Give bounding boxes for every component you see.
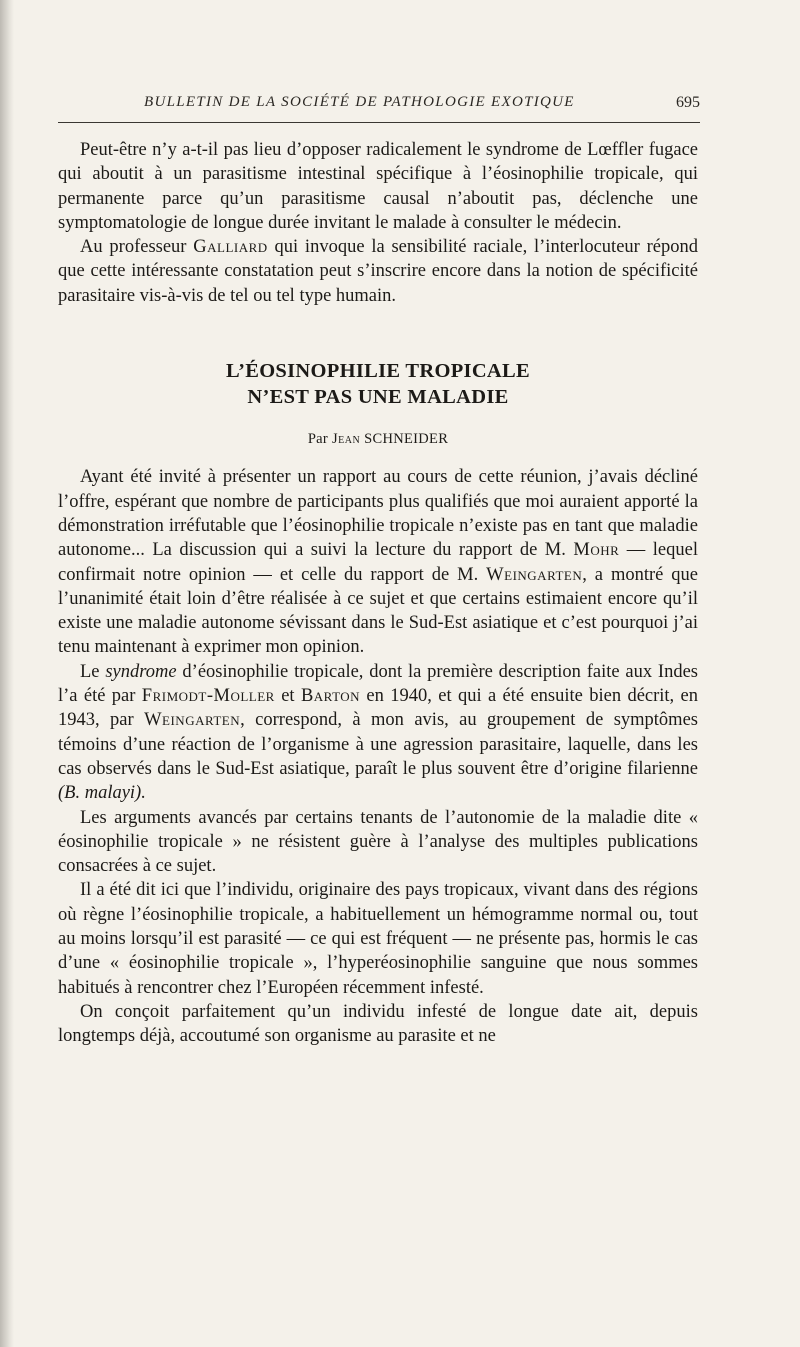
article-paragraph-3: Les arguments avancés par certains tenants de l’autonomie de la maladie dite « éosinophilie tropicale » ne résistent guère à l’analyse des multiples publications consacrées à ce sujet. [58,807,698,877]
page-spine-shadow [0,0,14,1347]
article-paragraph-1: Ayant été invité à présenter un rapport au cours de cette réunion, j’avais décliné l’offre, espérant que nombre de participants plus qualifiés que moi auraient apporté la démonstration irréfutable que l’éosinophilie tropicale n’existe pas en tant que maladie autonome... La discussion qui a suivi la lecture du rapport de M. Mohr — lequel confirmait notre opinion — et celle du rapport de M. Weingarten, a montré que l’unanimité était loin d’être réalisée à ce sujet et que certains estimaient encore qu’il existe une maladie autonome sévissant dans le Sud-Est asiatique et c’est pourquoi j’ai tenu maintenant à exprimer mon opinion. [58,467,698,658]
article-byline: Par Jean SCHNEIDER [307,431,449,448]
article-title: L’ÉOSINOPHILIE TROPICALE N’EST PAS UNE MALADIE [226,360,530,409]
page-number: 695 [676,94,700,111]
running-title: BULLETIN DE LA SOCIÉTÉ DE PATHOLOGIE EXOTIQUE [144,94,575,110]
article-paragraph-2: Le syndrome d’éosinophilie tropicale, dont la première description faite aux Indes l’a été par Frimodt-Moller et Barton en 1940, et qui a été ensuite bien décrit, en 1943, par Weingarten, correspond, à mon avis, au groupement de symptômes témoins d’une réaction de l’organisme à une agression parasitaire, laquelle, dans les cas observés dans le Sud-Est asiatique, paraît le plus souvent être d’origine filarienne (B. malayi). [58,661,699,804]
article-paragraph-5: On conçoit parfaitement qu’un individu infesté de longue date ait, depuis longtemps déjà, accoutumé son organisme au parasite et ne [58,1001,698,1047]
intro-paragraph-2: Au professeur Galliard qui invoque la sensibilité raciale, l’interlocuteur répond que cette intéressante constatation peut s’inscrire encore dans la notion de spécificité parasitaire vis-à-vis de tel ou tel type humain. [58,237,698,306]
page-body [58,138,698,1049]
article-paragraph-4: Il a été dit ici que l’individu, originaire des pays tropicaux, vivant dans des régions où règne l’éosinophilie tropicale, a habituellement un hémogramme normal ou, tout au moins lorsqu’il est parasité — ce qui est fréquent — ne présente pas, hormis le cas d’une « éosinophilie tropicale », l’hyperéosinophilie sanguine que nous sommes habitués à rencontrer chez l’Européen récemment infesté. [58,880,698,998]
author-name-galliard: Galliard [193,237,268,258]
intro-paragraph-1: Peut-être n’y a-t-il pas lieu d’opposer radicalement le syndrome de Lœffler fugace qui aboutit à un parasitisme intestinal spécifique à l’éosinophilie tropicale, qui permanente parce qu’un parasitisme causal n’aboutit pas, déclenche une symptomatologie de longue durée invitant le malade à consulter le médecin. [58,140,698,233]
header-rule [58,122,700,123]
